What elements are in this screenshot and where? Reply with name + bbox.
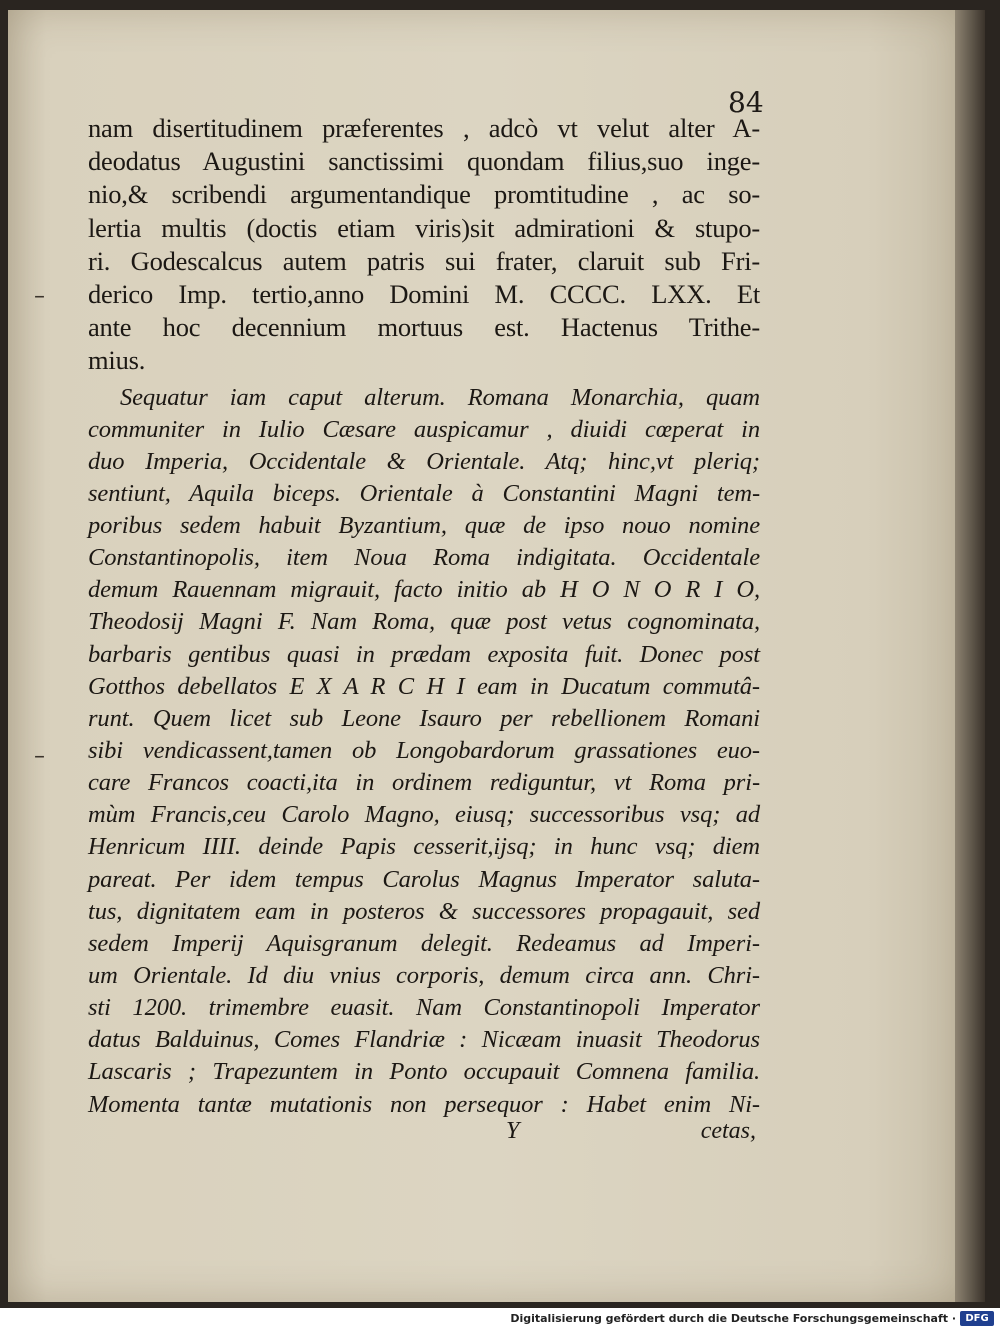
text-line: pareat. Per idem tempus Carolus Magnus Imperator saluta- <box>88 865 760 893</box>
text-line: lertia multis (doctis etiam viris)sit admirationi & stupo- <box>88 212 760 243</box>
signature-mark: Y <box>506 1118 520 1144</box>
text-line: nio,& scribendi argumentandique promtitudine , ac so- <box>88 179 760 210</box>
text-line: derico Imp. tertio,anno Domini M. CCCC. LXX. Et <box>88 278 760 309</box>
text-line: Constantinopolis, item Noua Roma indigitata. Occidentale <box>88 544 760 572</box>
text-line: mius. <box>88 345 146 376</box>
roman-paragraph <box>88 112 760 378</box>
text-line: Theodosij Magni F. Nam Roma, quæ post vetus cognominata, <box>88 608 760 636</box>
text-line: mùm Francis,ceu Carolo Magno, eiusq; successoribus vsq; ad <box>88 801 760 829</box>
dfg-logo-icon: DFG <box>960 1311 994 1326</box>
margin-dash-mark: – <box>34 284 45 309</box>
text-line: runt. Quem licet sub Leone Isauro per rebellionem Romani <box>88 704 760 732</box>
page-edge-shadow <box>955 10 985 1302</box>
text-line: um Orientale. Id diu vnius corporis, demum circa ann. Chri- <box>88 962 760 990</box>
funding-credit: Digitalisierung gefördert durch die Deutsche Forschungsgemeinschaft · <box>510 1312 956 1325</box>
margin-dash-mark: – <box>34 744 45 769</box>
text-line: Lascaris ; Trapezuntem in Ponto occupauit Comnena familia. <box>88 1058 760 1086</box>
text-line: duo Imperia, Occidentale & Orientale. Atq; hinc,vt pleriq; <box>88 447 760 475</box>
text-line: nam disertitudinem præferentes , adcò vt velut alter A- <box>88 113 760 143</box>
text-line: deodatus Augustini sanctissimi quondam filius,suo inge- <box>88 146 760 177</box>
text-line: demum Rauennam migrauit, facto initio ab H O N O R I O, <box>88 576 760 604</box>
text-line: sedem Imperij Aquisgranum delegit. Redeamus ad Imperi- <box>88 929 760 957</box>
text-line: barbaris gentibus quasi in prædam exposita fuit. Donec post <box>88 640 760 668</box>
text-line: tus, dignitatem eam in posteros & successores propagauit, sed <box>88 897 760 925</box>
text-line: communiter in Iulio Cæsare auspicamur , diuidi cœperat in <box>88 415 760 443</box>
text-line: Henricum IIII. deinde Papis cesserit,ijsq; in hunc vsq; diem <box>88 833 760 861</box>
text-line: sti 1200. trimembre euasit. Nam Constantinopoli Imperator <box>88 994 760 1022</box>
text-line: Sequatur iam caput alterum. Romana Monarchia, quam <box>120 383 760 411</box>
page-number: 84 <box>728 86 764 119</box>
text-line: sentiunt, Aquila biceps. Orientale à Constantini Magni tem- <box>88 479 760 507</box>
text-line: sibi vendicassent,tamen ob Longobardorum grassationes euo- <box>88 737 760 765</box>
text-line: ante hoc decennium mortuus est. Hactenus Trithe- <box>88 312 760 343</box>
text-line: poribus sedem habuit Byzantium, quæ de ipso nouo nomine <box>88 512 760 540</box>
catchword: cetas, <box>700 1118 756 1144</box>
text-line: datus Balduinus, Comes Flandriæ : Nicæam inuasit Theodorus <box>88 1026 760 1054</box>
italic-paragraph <box>88 382 760 1121</box>
footer-bar <box>0 1308 1000 1331</box>
text-line: Momenta tantæ mutationis non persequor : Habet enim Ni- <box>88 1090 760 1118</box>
text-line: care Francos coacti,ita in ordinem rediguntur, vt Roma pri- <box>88 769 760 797</box>
text-block <box>88 112 760 1121</box>
text-line: Gotthos debellatos E X A R C H I eam in Ducatum commutâ- <box>88 672 760 700</box>
text-line: ri. Godescalcus autem patris sui frater, claruit sub Fri- <box>88 245 760 276</box>
